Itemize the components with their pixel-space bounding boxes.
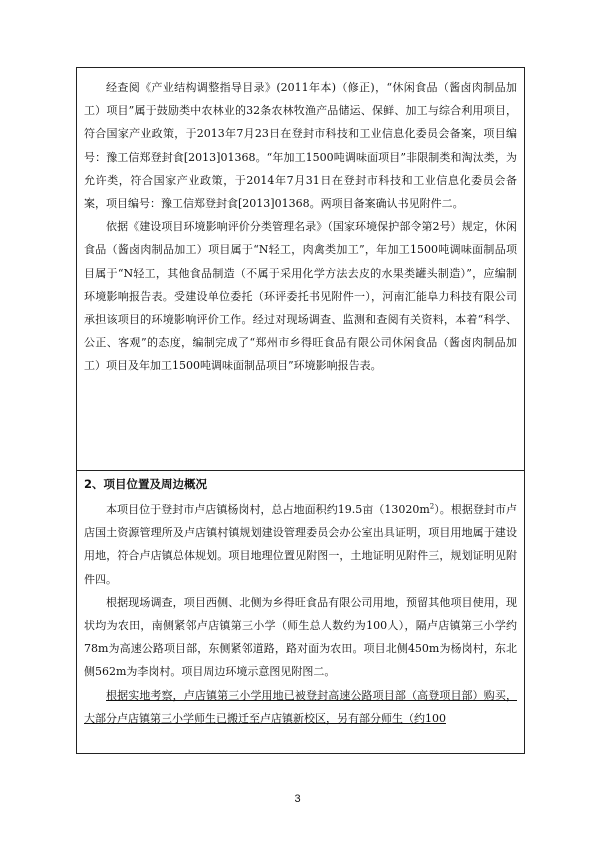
- location-text-start: 本项目位于登封市卢店镇杨岗村，总占地面积约19.5亩（13020m: [106, 503, 430, 516]
- location-paragraph: [84, 498, 517, 591]
- classification-paragraph: 依据《建设项目环境影响评价分类管理名录》（国家环境保护部令第2号）规定，休闲食品（酱卤肉制品加工）项目属于“N轻工，肉禽类加工”，年加工1500吨调味面制品项目属于“N轻工，其他食品制造（不属于采用化学方法去皮的水果类罐头制造）”，应编制环境影响报告表。受建设单位委托（环评委托书见附件一），河南汇能阜力科技有限公司承担该项目的环境影响评价工作。经过对现场调查、监测和查阅有关资料，本着“科学、公正、客观”的态度，编制完成了“郑州市乡得旺食品有限公司休闲食品（酱卤肉制品加工）项目及年加工1500吨调味面制品项目”环境影响报告表。: [84, 220, 517, 373]
- section-2-body: [84, 498, 517, 730]
- section-heading: 2、项目位置及周边概况: [84, 477, 208, 491]
- underlined-paragraph: 根据实地考察，卢店镇第三小学用地已被登封高速公路项目部（高登项目部）购买，大部分卢店镇第三小学师生已搬迁至卢店镇新校区，另有部分师生（约100: [84, 688, 517, 725]
- location-text-end: ）。根据登封市卢店国土资源管理所及卢店镇村镇规划建设管理委员会办公室出具证明，项目用地属于建设用地，符合卢店镇总体规划。项目地理位置见附图一，土地证明见附件三，规划证明见附件四。: [84, 503, 517, 586]
- policy-paragraph: 经查阅《产业结构调整指导目录》(2011年本)（修正)，“休闲食品（酱卤肉制品加工）项目”属于鼓励类中农林业的32条农林牧渔产品储运、保鲜、加工与综合利用项目，符合国家产业政策，于2013年7月23日在登封市科技和工业信息化委员会备案，项目编号：豫工信郑登封食[2013]01368。“年加工1500吨调味面项目”非限制类和淘汰类，为允许类，符合国家产业政策，于2014年7月31日在登封市科技和工业信息化委员会备案，项目编号：豫工信郑登封食[2013]01368。两项目备案确认书见附件二。: [84, 81, 517, 211]
- section-divider: [77, 470, 524, 471]
- content-frame: [76, 67, 525, 754]
- page-number: 3: [294, 793, 301, 805]
- surroundings-paragraph: 根据现场调查，项目西侧、北侧为乡得旺食品有限公司用地，预留其他项目使用，现状均为农田，南侧紧邻卢店镇第三小学（师生总人数约为100人），隔卢店镇第三小学约78m为高速公路项目部，东侧紧邻道路，路对面为农田。项目北侧450m为杨岗村，东北侧562m为李岗村。项目周边环境示意图见附图二。: [84, 595, 517, 679]
- area-unit-superscript: 2: [429, 502, 435, 511]
- section-1-body: [84, 76, 517, 378]
